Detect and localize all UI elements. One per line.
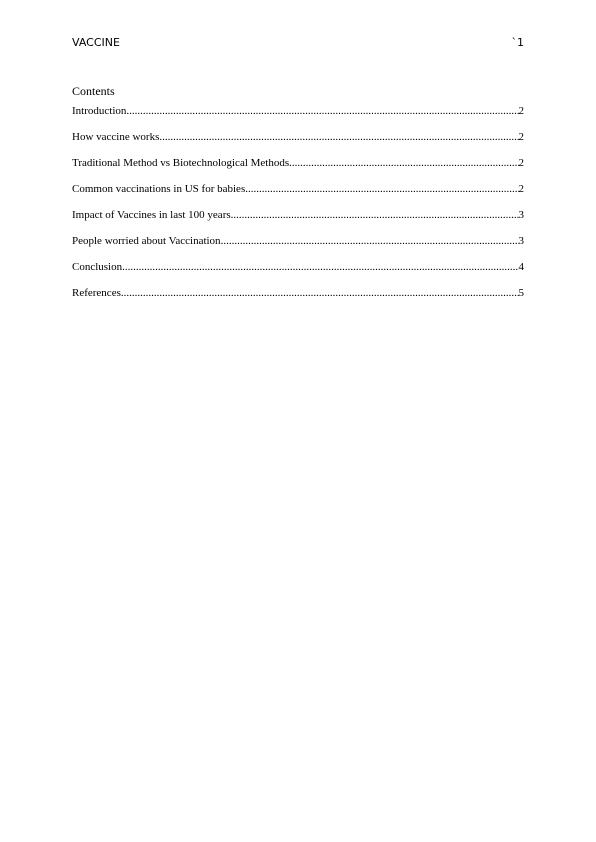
- toc-entry-title: Common vaccinations in US for babies: [72, 183, 246, 195]
- toc-entry-page: 2: [518, 105, 524, 117]
- toc-entry-title: How vaccine works: [72, 131, 160, 143]
- toc-entry-title: Impact of Vaccines in last 100 years: [72, 209, 231, 221]
- toc-dot-leader: [231, 208, 519, 222]
- toc-entry-title: Introduction: [72, 105, 127, 117]
- toc-entry-common-vaccinations[interactable]: [72, 182, 524, 196]
- toc-dot-leader: [126, 104, 518, 118]
- toc-dot-leader: [159, 130, 518, 144]
- toc-entry-title: Conclusion: [72, 261, 123, 273]
- toc-heading: Contents: [72, 84, 115, 98]
- header-page-number: `1: [511, 35, 524, 49]
- toc-dot-leader: [122, 260, 518, 274]
- toc-entry-how-vaccine-works[interactable]: [72, 130, 524, 144]
- toc-entry-title: Traditional Method vs Biotechnological Methods: [72, 157, 290, 169]
- toc-entry-page: 4: [518, 261, 524, 273]
- toc-dot-leader: [221, 234, 519, 248]
- toc-entry-title: People worried about Vaccination: [72, 235, 221, 247]
- toc-entry-page: 3: [518, 235, 524, 247]
- toc-entry-page: 5: [518, 287, 524, 299]
- toc-entry-page: 3: [518, 209, 524, 221]
- toc-entry-references[interactable]: [72, 286, 524, 300]
- toc-entry-page: 2: [518, 157, 524, 169]
- toc-entry-introduction[interactable]: [72, 104, 524, 118]
- toc-entry-people-worried[interactable]: [72, 234, 524, 248]
- toc-entry-page: 2: [518, 183, 524, 195]
- toc-dot-leader: [289, 156, 518, 170]
- header-title: VACCINE: [72, 35, 120, 49]
- toc-entry-page: 2: [518, 131, 524, 143]
- page-header: [72, 34, 524, 50]
- table-of-contents: [72, 84, 524, 312]
- toc-entry-impact-of-vaccines[interactable]: [72, 208, 524, 222]
- toc-dot-leader: [245, 182, 518, 196]
- toc-entry-title: References: [72, 287, 121, 299]
- toc-dot-leader: [121, 286, 519, 300]
- toc-entry-conclusion[interactable]: [72, 260, 524, 274]
- toc-entry-traditional-vs-biotech[interactable]: [72, 156, 524, 170]
